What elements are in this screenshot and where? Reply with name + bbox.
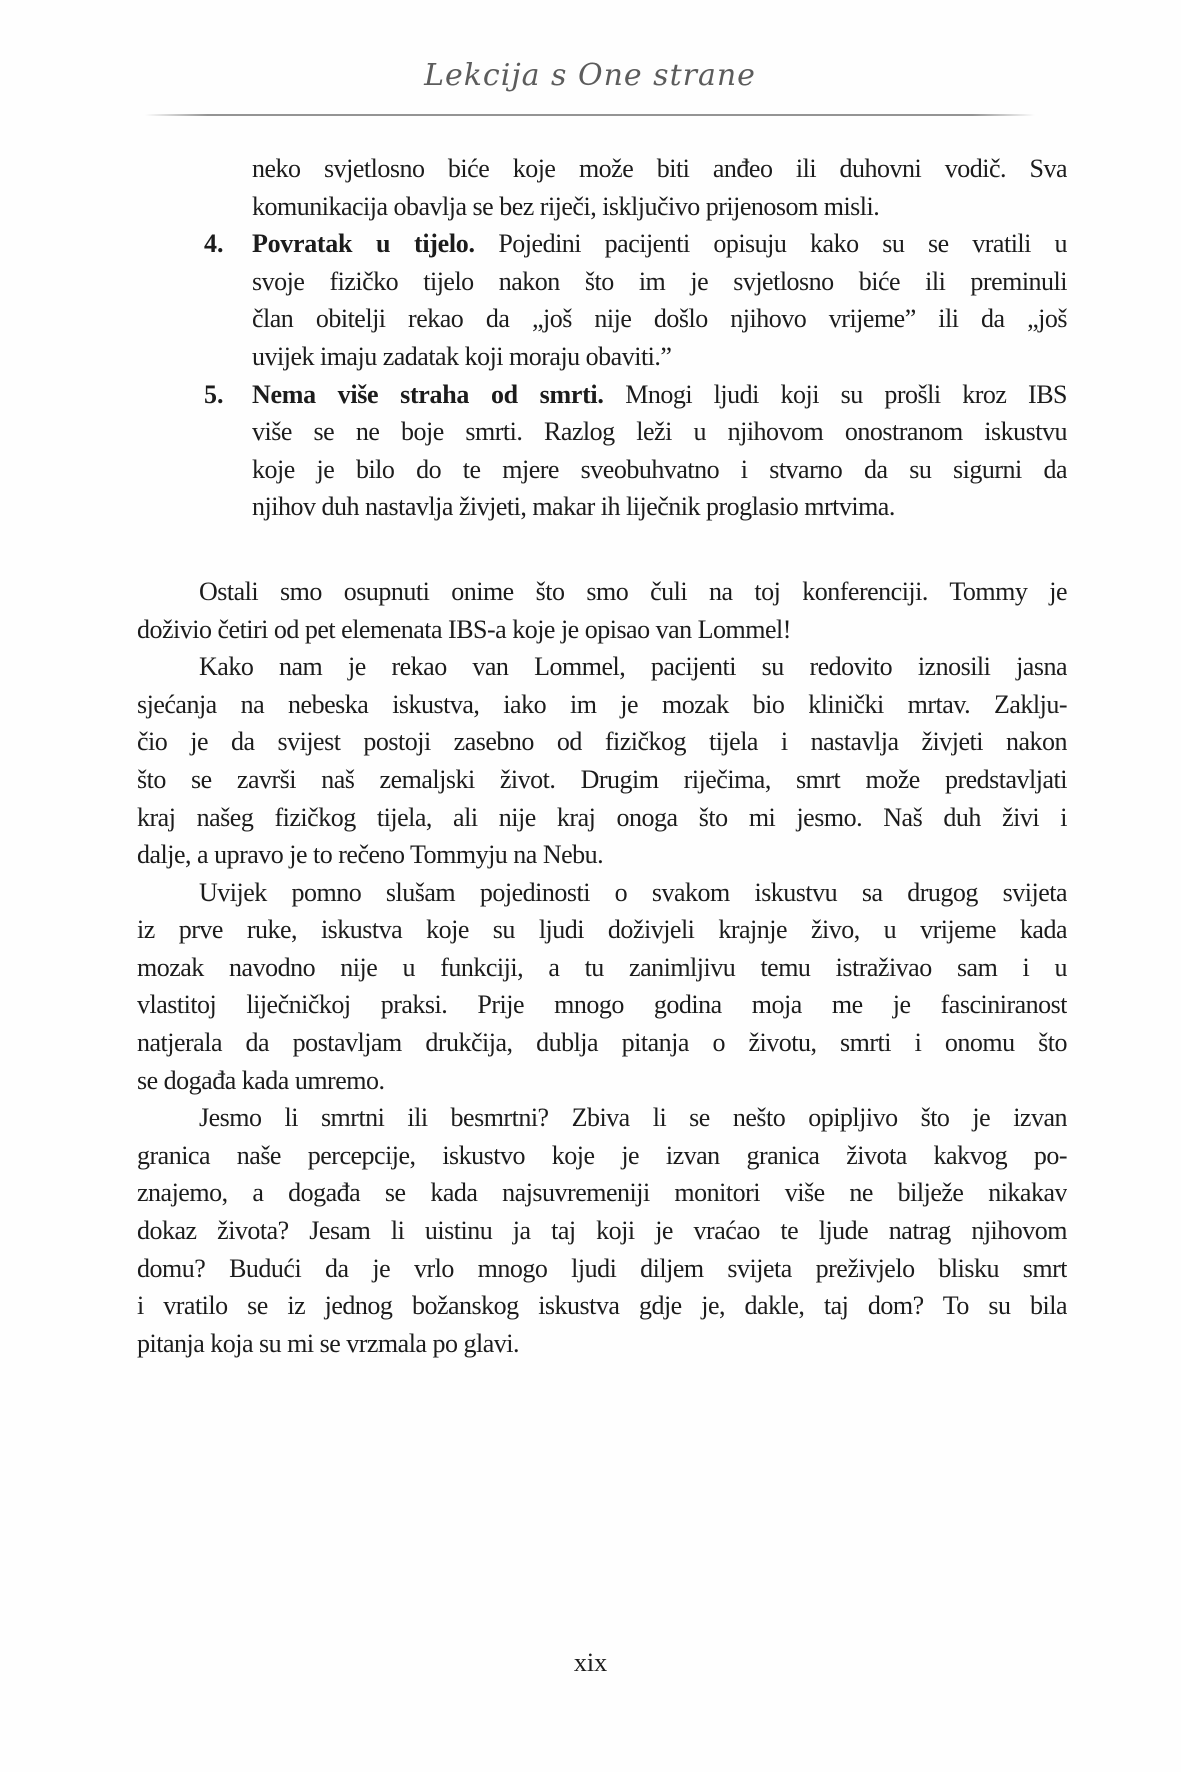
text-line: 5. Nema više straha od smrti. Mnogi ljudi koji su prošli kroz IBS: [137, 376, 1067, 414]
text-line: više se ne boje smrti. Razlog leži u njihovom onostranom iskustvu: [252, 417, 1067, 447]
text-line: domu? Budući da je vrlo mnogo ljudi diljem svijeta preživjelo blisku smrt: [137, 1253, 1067, 1283]
text-line: svoje fizičko tijelo nakon što im je svjetlosno biće ili preminuli: [252, 266, 1067, 296]
paragraph: [137, 874, 1067, 1100]
text-line: natjerala da postavljam drukčija, dublja pitanja o životu, smrti i onomu što: [137, 1028, 1067, 1058]
list-item-lead: Nema više straha od smrti.: [252, 379, 604, 409]
text-line: vlastitoj liječničkoj praksi. Prije mnogo godina moja me je fasciniranost: [137, 990, 1067, 1020]
header-rule: [145, 114, 1035, 116]
text-line: kraj našeg fizičkog tijela, ali nije kraj onoga što mi jesmo. Naš duh živi i: [137, 802, 1067, 832]
text-line: koje je bilo do te mjere sveobuhvatno i stvarno da su sigurni da: [252, 454, 1067, 484]
text-line: komunikacija obavlja se bez riječi, isključivo prijenosom misli.: [252, 191, 880, 221]
text-line: doživio četiri od pet elemenata IBS-a koje je opisao van Lommel!: [137, 614, 791, 644]
text-line: 4. Povratak u tijelo. Pojedini pacijenti opisuju kako su se vratili u: [137, 225, 1067, 263]
text-line: neko svjetlosno biće koje može biti anđeo ili duhovni vodič. Sva: [252, 154, 1067, 183]
running-header-title: Lekcija s One strane: [424, 58, 756, 93]
text-column: [137, 150, 1067, 1362]
text-line: sjećanja na nebeska iskustva, iako im je mozak bio klinički mrtav. Zaklju-: [137, 689, 1067, 719]
text-line: njihov duh nastavlja živjeti, makar ih liječnik proglasio mrtvima.: [252, 492, 895, 522]
text-line: granica naše percepcije, iskustvo koje je izvan granica života kakvog po-: [137, 1140, 1067, 1170]
list-item-number: 4.: [204, 229, 224, 259]
text-line: čio je da svijest postoji zasebno od fizičkog tijela i nastavlja živjeti nakon: [137, 727, 1067, 757]
text-line: i vratilo se iz jednog božanskog iskustva gdje je, dakle, taj dom? To su bila: [137, 1291, 1067, 1321]
text-line: član obitelji rekao da „još nije došlo njihovo vrijeme” ili da „još: [252, 304, 1067, 334]
text-line: dalje, a upravo je to rečeno Tommyju na Nebu.: [137, 840, 604, 870]
list-item: [137, 376, 1067, 526]
text-line: pitanja koja su mi se vrzmala po glavi.: [137, 1328, 519, 1358]
text-line: Uvijek pomno slušam pojedinosti o svakom iskustvu sa drugog svijeta: [199, 877, 1067, 907]
text-line: znajemo, a događa se kada najsuvremeniji monitori više ne bilježe nikakav: [137, 1178, 1067, 1208]
text-line: se događa kada umremo.: [137, 1065, 385, 1095]
text-line: dokaz života? Jesam li uistinu ja taj koji je vraćao te ljude natrag njihovom: [137, 1216, 1067, 1246]
text-line: što se završi naš zemaljski život. Drugim riječima, smrt može predstavljati: [137, 764, 1067, 794]
text-line: mozak navodno nije u funkciji, a tu zanimljivu temu istraživao sam i u: [137, 952, 1067, 982]
list-continuation: [137, 150, 1067, 225]
text-line: iz prve ruke, iskustva koje su ljudi doživjeli krajnje živo, u vrijeme kada: [137, 915, 1067, 945]
text-line: Jesmo li smrtni ili besmrtni? Zbiva li se nešto opipljivo što je izvan: [199, 1103, 1067, 1133]
page-number: xix: [573, 1648, 608, 1677]
list-item-lead: Povratak u tijelo.: [252, 229, 475, 259]
text-line: uvijek imaju zadatak koji moraju obaviti.”: [252, 341, 672, 371]
paragraph: [137, 573, 1067, 648]
paragraph: [137, 1099, 1067, 1362]
list-item-number: 5.: [204, 379, 224, 409]
text-line: Kako nam je rekao van Lommel, pacijenti su redovito iznosili jasna: [199, 652, 1067, 682]
text-line: Ostali smo osupnuti onime što smo čuli na toj konferenciji. Tommy je: [199, 576, 1067, 606]
list-item: [137, 225, 1067, 375]
paragraph: [137, 648, 1067, 874]
